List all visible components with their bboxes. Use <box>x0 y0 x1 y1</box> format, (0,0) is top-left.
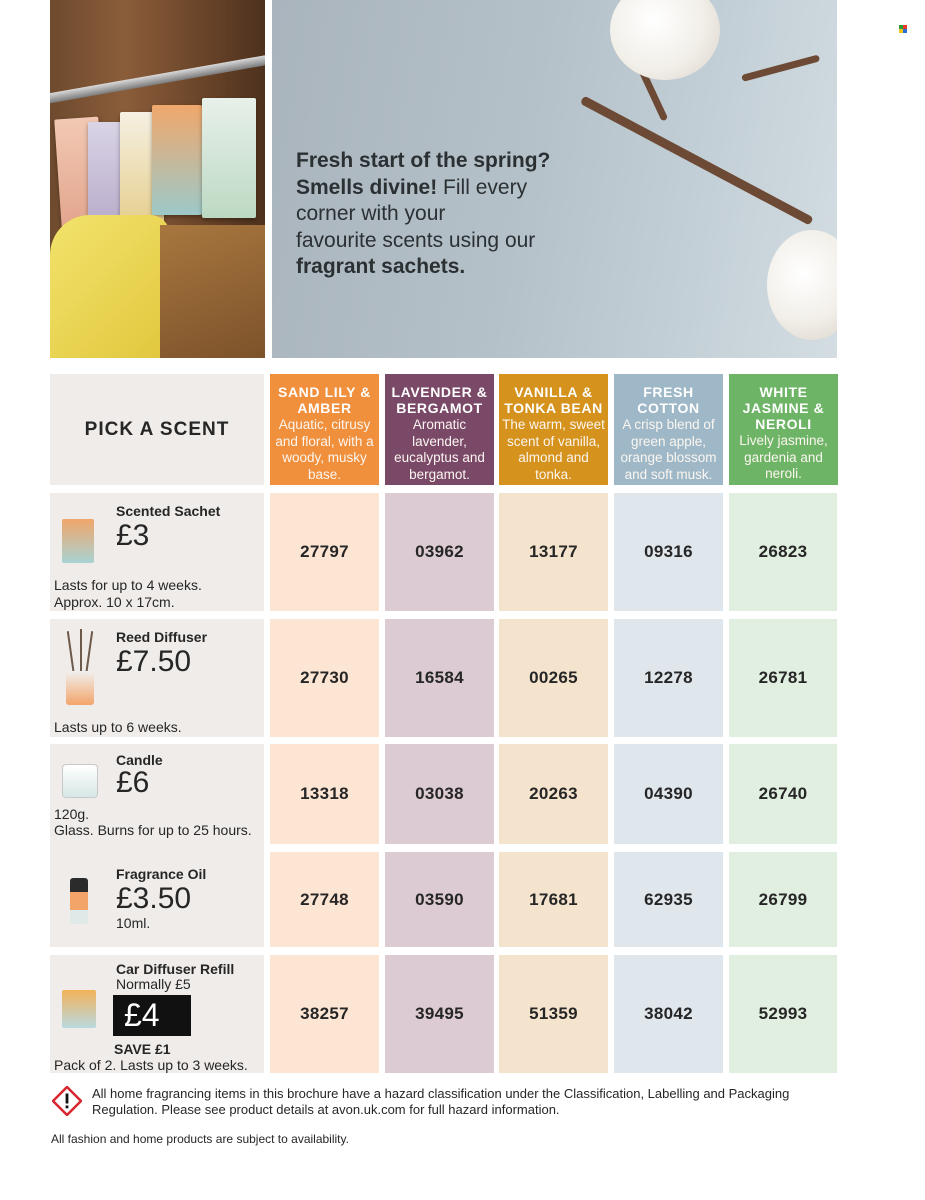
product-car-diffuser-refill <box>50 955 264 1073</box>
product-title: Reed Diffuser <box>116 629 208 645</box>
product-code: 00265 <box>499 619 608 737</box>
scent-name: FRESH COTTON <box>637 384 700 416</box>
hero-line-5: fragrant sachets. <box>296 255 466 278</box>
product-note: Pack of 2. Lasts up to 3 weeks. <box>54 1057 248 1073</box>
product-candle <box>50 744 264 862</box>
product-code: 03590 <box>385 852 494 947</box>
scent-description: Aromatic lavender, eucalyptus and bergamot. <box>394 417 485 482</box>
yellow-sweater <box>50 215 170 358</box>
product-code: 38257 <box>270 955 379 1073</box>
product-scented-sachet <box>50 493 264 611</box>
product-normal-price: Normally £5 <box>116 976 191 992</box>
car-refill-thumbnail <box>62 990 96 1028</box>
branch <box>580 96 814 226</box>
wardrobe-sachets-photo <box>50 0 265 358</box>
product-fragrance-oil <box>50 852 264 947</box>
scent-name: WHITE JASMINE & NEROLI <box>742 384 825 432</box>
product-code: 16584 <box>385 619 494 737</box>
product-code: 26799 <box>729 852 837 947</box>
product-note: 120g. <box>54 806 90 822</box>
product-code: 03962 <box>385 493 494 611</box>
product-code: 62935 <box>614 852 723 947</box>
product-code: 13318 <box>270 744 379 844</box>
scent-name: SAND LILY & AMBER <box>278 384 371 416</box>
hero-line-3: corner with your <box>296 202 446 225</box>
product-code: 12278 <box>614 619 723 737</box>
product-code: 04390 <box>614 744 723 844</box>
diffuser-bottle <box>66 671 94 705</box>
scent-description: A crisp blend of green apple, orange blossom and soft musk. <box>620 417 717 482</box>
product-code: 17681 <box>499 852 608 947</box>
hero-line-1: Fresh start of the spring? <box>296 149 551 172</box>
product-title: Candle <box>116 752 163 768</box>
product-price: £3.50 <box>116 882 192 915</box>
product-code: 39495 <box>385 955 494 1073</box>
product-code: 38042 <box>614 955 723 1073</box>
scent-header-lavender-bergamot <box>385 374 494 485</box>
product-code: 51359 <box>499 955 608 1073</box>
hazard-warning-icon <box>52 1086 82 1116</box>
product-reed-diffuser <box>50 619 264 737</box>
product-note: Lasts up to 6 weeks. <box>54 719 182 735</box>
product-code: 03038 <box>385 744 494 844</box>
product-code: 27797 <box>270 493 379 611</box>
scent-description: The warm, sweet scent of vanilla, almond and tonka. <box>502 417 605 482</box>
product-code: 13177 <box>499 493 608 611</box>
scent-header-sand-lily-amber <box>270 374 379 485</box>
reed-stick <box>80 629 82 677</box>
oil-bottle-thumbnail <box>70 878 88 924</box>
product-code: 26740 <box>729 744 837 844</box>
product-title: Car Diffuser Refill <box>116 961 235 977</box>
hero-line-4: favourite scents using our <box>296 228 536 252</box>
product-price: £3 <box>116 519 150 552</box>
hazard-notice: All home fragrancing items in this brochure have a hazard classification under the Classification, Labelling and Packaging Regulation. Please see product details at avon.uk.com for full hazard information. <box>92 1086 790 1117</box>
pick-a-scent-header: PICK A SCENT <box>50 374 264 485</box>
product-note: Glass. Burns for up to 25 hours. <box>54 822 252 838</box>
product-code: 20263 <box>499 744 608 844</box>
product-title: Scented Sachet <box>116 503 221 519</box>
cotton-boll <box>767 230 837 340</box>
brown-coat <box>160 225 265 358</box>
product-note: Approx. 10 x 17cm. <box>54 594 175 610</box>
sachet-image <box>202 98 256 218</box>
product-code: 09316 <box>614 493 723 611</box>
product-note: Lasts for up to 4 weeks. <box>54 577 202 593</box>
sachet-image <box>152 105 202 215</box>
branch <box>741 54 820 81</box>
product-code: 52993 <box>729 955 837 1073</box>
save-label: SAVE £1 <box>114 1041 171 1057</box>
scent-name: VANILLA & TONKA BEAN <box>504 384 603 416</box>
product-title: Fragrance Oil <box>116 866 207 882</box>
availability-notice: All fashion and home products are subject to availability. <box>51 1132 349 1146</box>
product-price: £7.50 <box>116 645 192 678</box>
product-code: 26823 <box>729 493 837 611</box>
hero-line-2-rest: Fill every <box>437 175 528 199</box>
product-code: 27730 <box>270 619 379 737</box>
product-code: 26781 <box>729 619 837 737</box>
scent-description: Aquatic, citrusy and floral, with a woody, musky base. <box>275 417 374 482</box>
hero-line-2-bold: Smells divine! <box>296 175 438 199</box>
cotton-boll <box>610 0 720 80</box>
hero-headline <box>296 148 596 281</box>
sale-price-badge: £4 <box>113 995 191 1036</box>
sachet-thumbnail <box>62 519 94 563</box>
scent-header-fresh-cotton <box>614 374 723 485</box>
scent-name: LAVENDER & BERGAMOT <box>391 384 488 416</box>
corner-logo-icon <box>899 25 907 33</box>
scent-header-vanilla-tonka <box>499 374 608 485</box>
product-price: £6 <box>116 766 150 799</box>
product-note: 10ml. <box>116 915 151 931</box>
scent-header-white-jasmine-neroli <box>729 374 838 485</box>
candle-thumbnail <box>62 764 98 798</box>
product-code: 27748 <box>270 852 379 947</box>
scent-description: Lively jasmine, gardenia and neroli. <box>739 433 828 481</box>
